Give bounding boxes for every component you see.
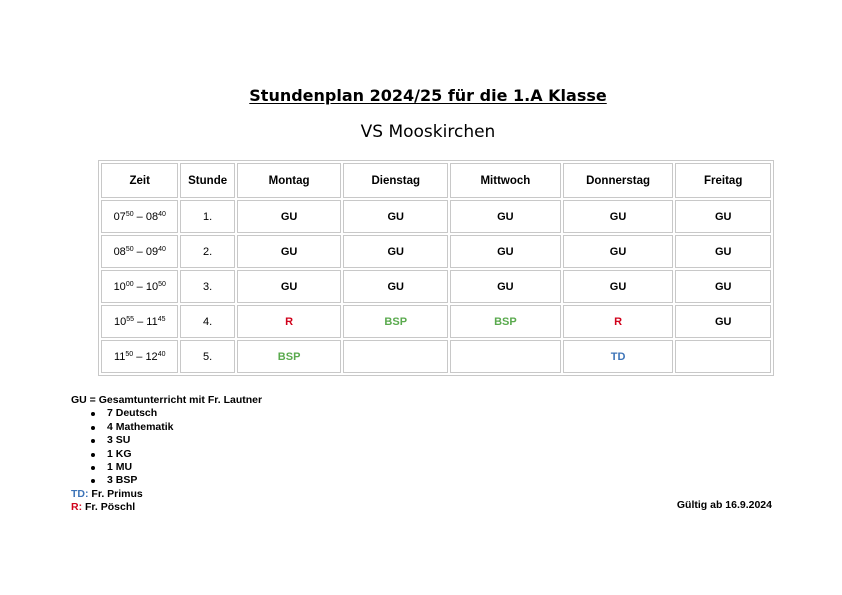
start-hour: 10 <box>113 280 126 293</box>
schedule-table <box>98 160 774 376</box>
header-dienstag: Dienstag <box>343 163 448 198</box>
time-separator: – <box>133 350 146 363</box>
lesson-freitag: GU <box>675 270 771 303</box>
period-number: 2. <box>180 235 234 268</box>
time-cell <box>101 305 178 338</box>
end-hour: 12 <box>145 350 158 363</box>
legend <box>71 394 262 515</box>
start-hour: 10 <box>113 315 127 328</box>
table-row <box>101 340 771 373</box>
time-separator: – <box>134 315 147 328</box>
start-hour: 07 <box>113 210 126 223</box>
time-separator: – <box>133 210 146 223</box>
lesson-donnerstag: GU <box>563 270 674 303</box>
header-zeit: Zeit <box>101 163 178 198</box>
lesson-dienstag: GU <box>343 200 448 233</box>
valid-from: Gültig ab 16.9.2024 <box>676 499 772 511</box>
lesson-donnerstag: GU <box>563 200 674 233</box>
period-number: 1. <box>180 200 234 233</box>
end-minute: 40 <box>157 350 166 358</box>
time-cell <box>101 235 178 268</box>
lesson-mittwoch: GU <box>450 270 561 303</box>
start-minute: 00 <box>125 280 134 288</box>
lesson-mittwoch: GU <box>450 235 561 268</box>
list-item: 4 Mathematik <box>71 421 262 434</box>
r-label: R: <box>71 501 83 514</box>
lesson-freitag: GU <box>675 305 771 338</box>
lesson-montag: GU <box>237 235 342 268</box>
header-montag: Montag <box>237 163 342 198</box>
start-minute: 50 <box>125 350 134 358</box>
header-stunde: Stunde <box>180 163 234 198</box>
lesson-mittwoch: GU <box>450 200 561 233</box>
list-item: 1 KG <box>71 448 262 461</box>
header-row <box>101 163 771 198</box>
lesson-mittwoch <box>450 340 561 373</box>
end-hour: 10 <box>145 280 159 293</box>
lesson-freitag <box>675 340 771 373</box>
end-minute: 50 <box>158 280 166 288</box>
table-row <box>101 235 771 268</box>
time-cell <box>101 200 178 233</box>
table-row <box>101 305 771 338</box>
start-minute: 50 <box>125 210 134 218</box>
legend-r <box>71 501 262 514</box>
subject-list <box>71 407 262 487</box>
end-hour: 09 <box>145 245 159 258</box>
end-minute: 40 <box>158 210 166 218</box>
page-title: Stundenplan 2024/25 für die 1.A Klasse <box>249 86 607 105</box>
lesson-montag: GU <box>237 270 342 303</box>
lesson-dienstag <box>343 340 448 373</box>
end-minute: 45 <box>157 315 166 323</box>
header-freitag: Freitag <box>675 163 771 198</box>
period-number: 5. <box>180 340 234 373</box>
lesson-freitag: GU <box>675 235 771 268</box>
list-item: 7 Deutsch <box>71 407 262 420</box>
start-hour: 11 <box>113 350 126 363</box>
legend-td <box>71 488 262 501</box>
table-row <box>101 200 771 233</box>
period-number: 3. <box>180 270 234 303</box>
header-donnerstag: Donnerstag <box>563 163 674 198</box>
td-label: TD: <box>71 487 89 500</box>
lesson-montag: GU <box>237 200 342 233</box>
end-hour: 11 <box>146 315 158 328</box>
end-hour: 08 <box>145 210 159 223</box>
time-cell <box>101 270 178 303</box>
legend-gu: GU = Gesamtunterricht mit Fr. Lautner <box>71 394 263 406</box>
lesson-dienstag: BSP <box>343 305 448 338</box>
time-separator: – <box>133 245 146 258</box>
period-number: 4. <box>180 305 234 338</box>
list-item: 3 BSP <box>71 474 262 487</box>
r-teacher: Fr. Pöschl <box>82 501 136 514</box>
start-minute: 55 <box>126 315 135 323</box>
lesson-dienstag: GU <box>343 235 448 268</box>
td-teacher: Fr. Primus <box>88 487 143 500</box>
start-minute: 50 <box>125 245 134 253</box>
end-minute: 40 <box>158 245 166 253</box>
lesson-donnerstag: GU <box>563 235 674 268</box>
time-cell <box>101 340 178 373</box>
lesson-montag: R <box>237 305 342 338</box>
list-item: 3 SU <box>71 434 262 447</box>
lesson-donnerstag: TD <box>563 340 674 373</box>
header-mittwoch: Mittwoch <box>450 163 561 198</box>
lesson-dienstag: GU <box>343 270 448 303</box>
time-separator: – <box>133 280 146 293</box>
school-name: VS Mooskirchen <box>360 122 496 142</box>
lesson-donnerstag: R <box>563 305 674 338</box>
lesson-mittwoch: BSP <box>450 305 561 338</box>
lesson-freitag: GU <box>675 200 771 233</box>
lesson-montag: BSP <box>237 340 342 373</box>
start-hour: 08 <box>113 245 126 258</box>
list-item: 1 MU <box>71 461 262 474</box>
table-row <box>101 270 771 303</box>
